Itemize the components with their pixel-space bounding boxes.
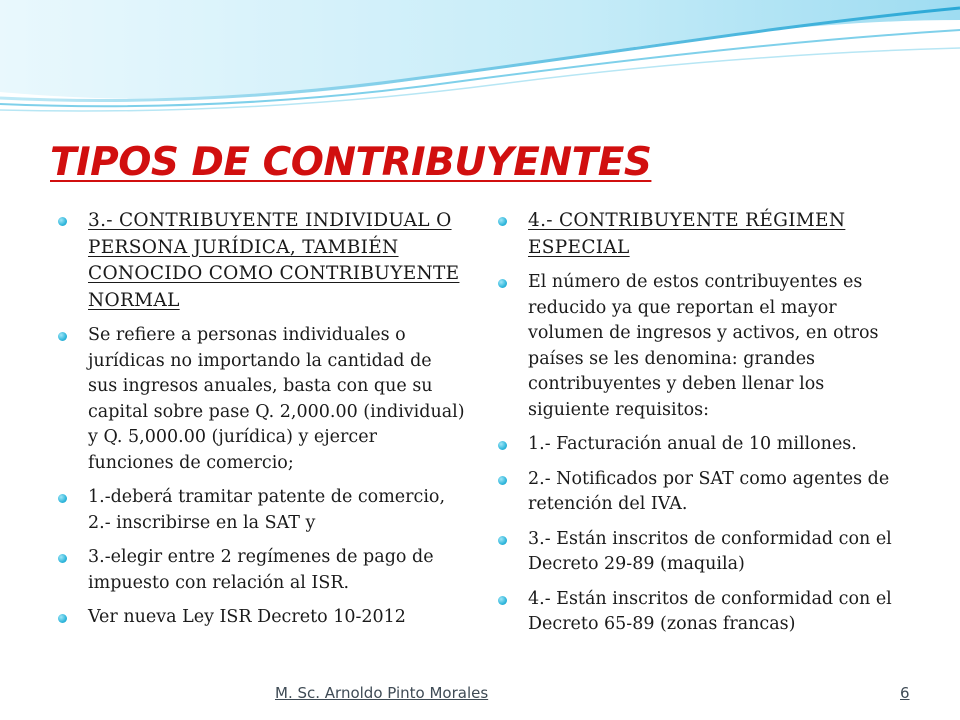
- list-item-text: 1.- Facturación anual de 10 millones.: [528, 434, 857, 454]
- left-bullet-list: [56, 208, 466, 631]
- list-item: [496, 527, 901, 578]
- list-item-text: 3.-elegir entre 2 regímenes de pago de impuesto con relación al ISR.: [88, 547, 434, 593]
- list-item: [496, 587, 901, 638]
- footer-author: M. Sc. Arnoldo Pinto Morales: [275, 684, 489, 702]
- list-item: [56, 323, 466, 476]
- list-item-text: 1.-deberá tramitar patente de comercio, 2.- inscribirse en la SAT y: [88, 487, 446, 533]
- bullet-icon: [498, 476, 507, 485]
- list-item-text: 4.- CONTRIBUYENTE RÉGIMEN ESPECIAL: [528, 210, 846, 258]
- bullet-icon: [58, 554, 67, 563]
- slide-title: TIPOS DE CONTRIBUYENTES: [50, 140, 652, 185]
- right-column: [496, 208, 901, 647]
- header-wave-decoration: [0, 0, 960, 120]
- list-item-text: Se refiere a personas individuales o jurídicas no importando la cantidad de sus ingresos anuales, basta con que su capital sobre pase Q. 2,000.00 (individual) y Q. 5,000.00 (jurídica) y ejercer funciones de comercio;: [88, 325, 465, 473]
- bullet-icon: [498, 536, 507, 545]
- list-item-text: El número de estos contribuyentes es reducido ya que reportan el mayor volumen de ingresos y activos, en otros países se les denomina: grandes contribuyentes y deben llenar los siguiente requisitos:: [528, 272, 879, 420]
- list-item: [496, 208, 901, 261]
- left-column: [56, 208, 466, 640]
- list-item: [496, 270, 901, 423]
- list-item: [496, 432, 901, 458]
- list-item-text: 2.- Notificados por SAT como agentes de retención del IVA.: [528, 468, 890, 514]
- bullet-icon: [498, 441, 507, 450]
- list-item-text: 4.- Están inscritos de conformidad con el Decreto 65-89 (zonas francas): [528, 588, 892, 634]
- list-item-text: 3.- CONTRIBUYENTE INDIVIDUAL O PERSONA JURÍDICA, TAMBIÉN CONOCIDO COMO CONTRIBUYENTE NORMAL: [88, 210, 460, 311]
- list-item: [56, 208, 466, 314]
- list-item: [56, 605, 466, 631]
- bullet-icon: [58, 332, 67, 341]
- list-item: [56, 545, 466, 596]
- bullet-icon: [498, 217, 507, 226]
- bullet-icon: [498, 596, 507, 605]
- right-bullet-list: [496, 208, 901, 638]
- slide-page-number: 6: [900, 684, 910, 702]
- list-item-text: Ver nueva Ley ISR Decreto 10-2012: [88, 607, 406, 627]
- bullet-icon: [58, 217, 67, 226]
- bullet-icon: [58, 494, 67, 503]
- bullet-icon: [498, 279, 507, 288]
- list-item-text: 3.- Están inscritos de conformidad con el Decreto 29-89 (maquila): [528, 528, 892, 574]
- list-item: [496, 467, 901, 518]
- bullet-icon: [58, 614, 67, 623]
- list-item: [56, 485, 466, 536]
